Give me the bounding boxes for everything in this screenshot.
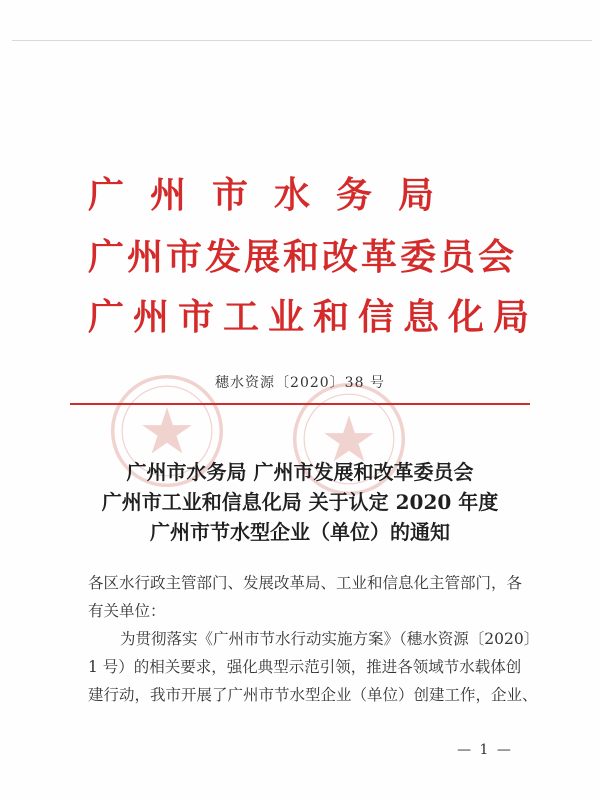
body-text-line: 1 号）的相关要求，强化典型示范引领，推进各领域节水载体创 — [88, 658, 522, 676]
issuer-industry-it-bureau: 广州市工业和信息化局 — [88, 297, 539, 338]
scan-edge-line — [12, 40, 592, 41]
body-text-line: 有关单位： — [88, 602, 166, 620]
page-number: — 1 — — [457, 742, 513, 758]
body-text-line: 为贯彻落实《广州市节水行动实施方案》（穗水资源〔2020〕 — [120, 630, 540, 648]
document-number: 穗水资源〔2020〕38 号 — [215, 375, 385, 391]
issuer-water-affairs-bureau: 广州市水务局 — [88, 175, 461, 216]
notice-title-line-1: 广州市水务局 广州市发展和改革委员会 — [126, 460, 474, 484]
body-text-line: 建行动，我市开展了广州市节水型企业（单位）创建工作，企业、 — [88, 686, 538, 704]
issuer-development-reform-commission: 广州市发展和改革委员会 — [88, 237, 518, 278]
notice-title-line-2: 广州市工业和信息化局 关于认定 2020 年度 — [101, 490, 499, 514]
notice-title-line-3: 广州市节水型企业（单位）的通知 — [150, 520, 450, 544]
body-text-line: 各区水行政主管部门、发展改革局、工业和信息化主管部门，各 — [88, 574, 523, 592]
